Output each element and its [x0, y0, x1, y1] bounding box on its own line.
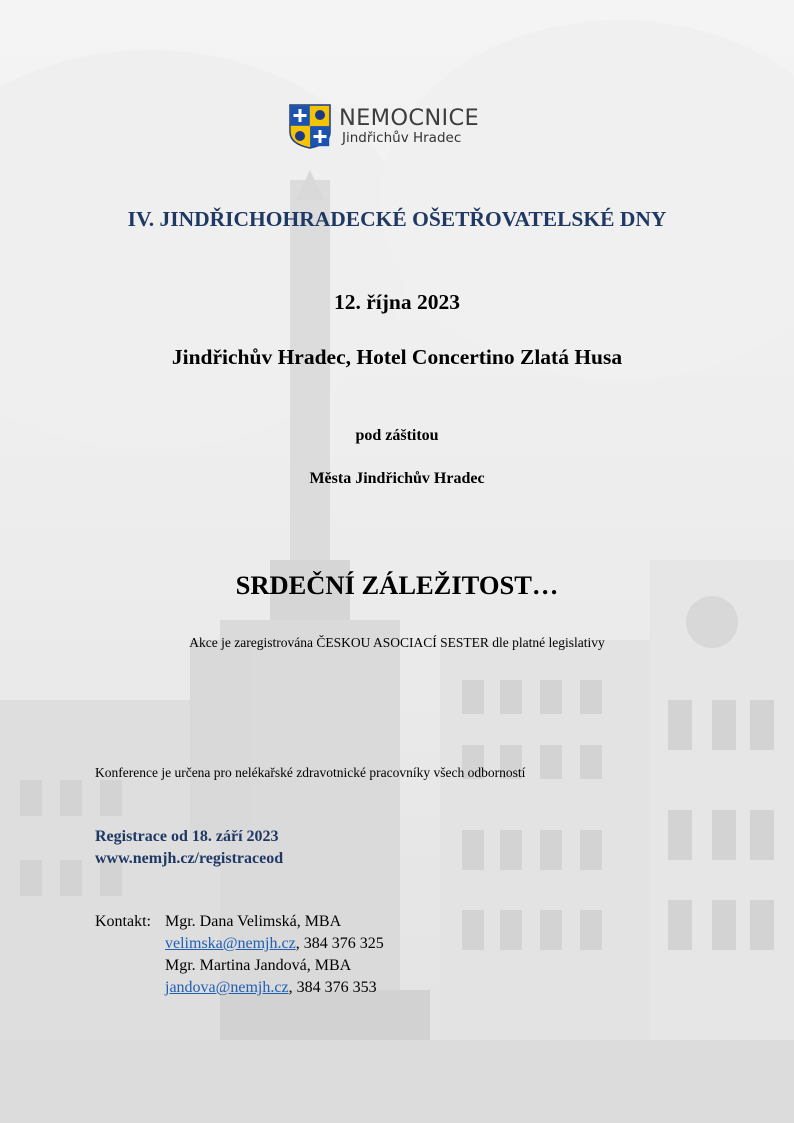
patronage-label: pod záštitou: [355, 427, 439, 444]
logo-name: NEMOCNICE: [339, 104, 479, 131]
contact-phone: , 384 376 325: [295, 935, 384, 952]
registration-block: [95, 826, 283, 870]
event-date: 12. října 2023: [333, 290, 460, 314]
hospital-logo: [289, 103, 479, 149]
contact-phone: , 384 376 353: [288, 979, 377, 996]
event-venue: Jindřichův Hradec, Hotel Concertino Zlatá Husa: [171, 345, 623, 369]
hospital-crest-icon: [289, 104, 331, 149]
audience-note: Konference je určena pro nelékařské zdravotnické pracovníky všech odborností: [95, 765, 526, 780]
headline: SRDEČNÍ ZÁLEŽITOST…: [235, 570, 559, 600]
contact-label: Kontakt:: [95, 913, 151, 930]
accreditation-note: Akce je zaregistrována ČESKOU ASOCIACÍ SESTER dle platné legislativy: [189, 635, 605, 650]
patronage-name: Města Jindřichův Hradec: [309, 470, 485, 487]
event-title: IV. JINDŘICHOHRADECKÉ OŠETŘOVATELSKÉ DNY: [127, 207, 667, 231]
contact-email-link[interactable]: jandova@nemjh.cz: [165, 979, 289, 996]
contact-name: Mgr. Martina Jandová, MBA: [165, 957, 352, 974]
contact-block: [95, 911, 384, 999]
registration-date: Registrace od 18. září 2023: [95, 828, 279, 845]
logo-subtitle: Jindřichův Hradec: [342, 130, 462, 146]
contact-email-link[interactable]: velimska@nemjh.cz: [165, 935, 296, 952]
registration-url[interactable]: www.nemjh.cz/registraceod: [95, 850, 284, 867]
contact-name: Mgr. Dana Velimská, MBA: [165, 913, 342, 930]
